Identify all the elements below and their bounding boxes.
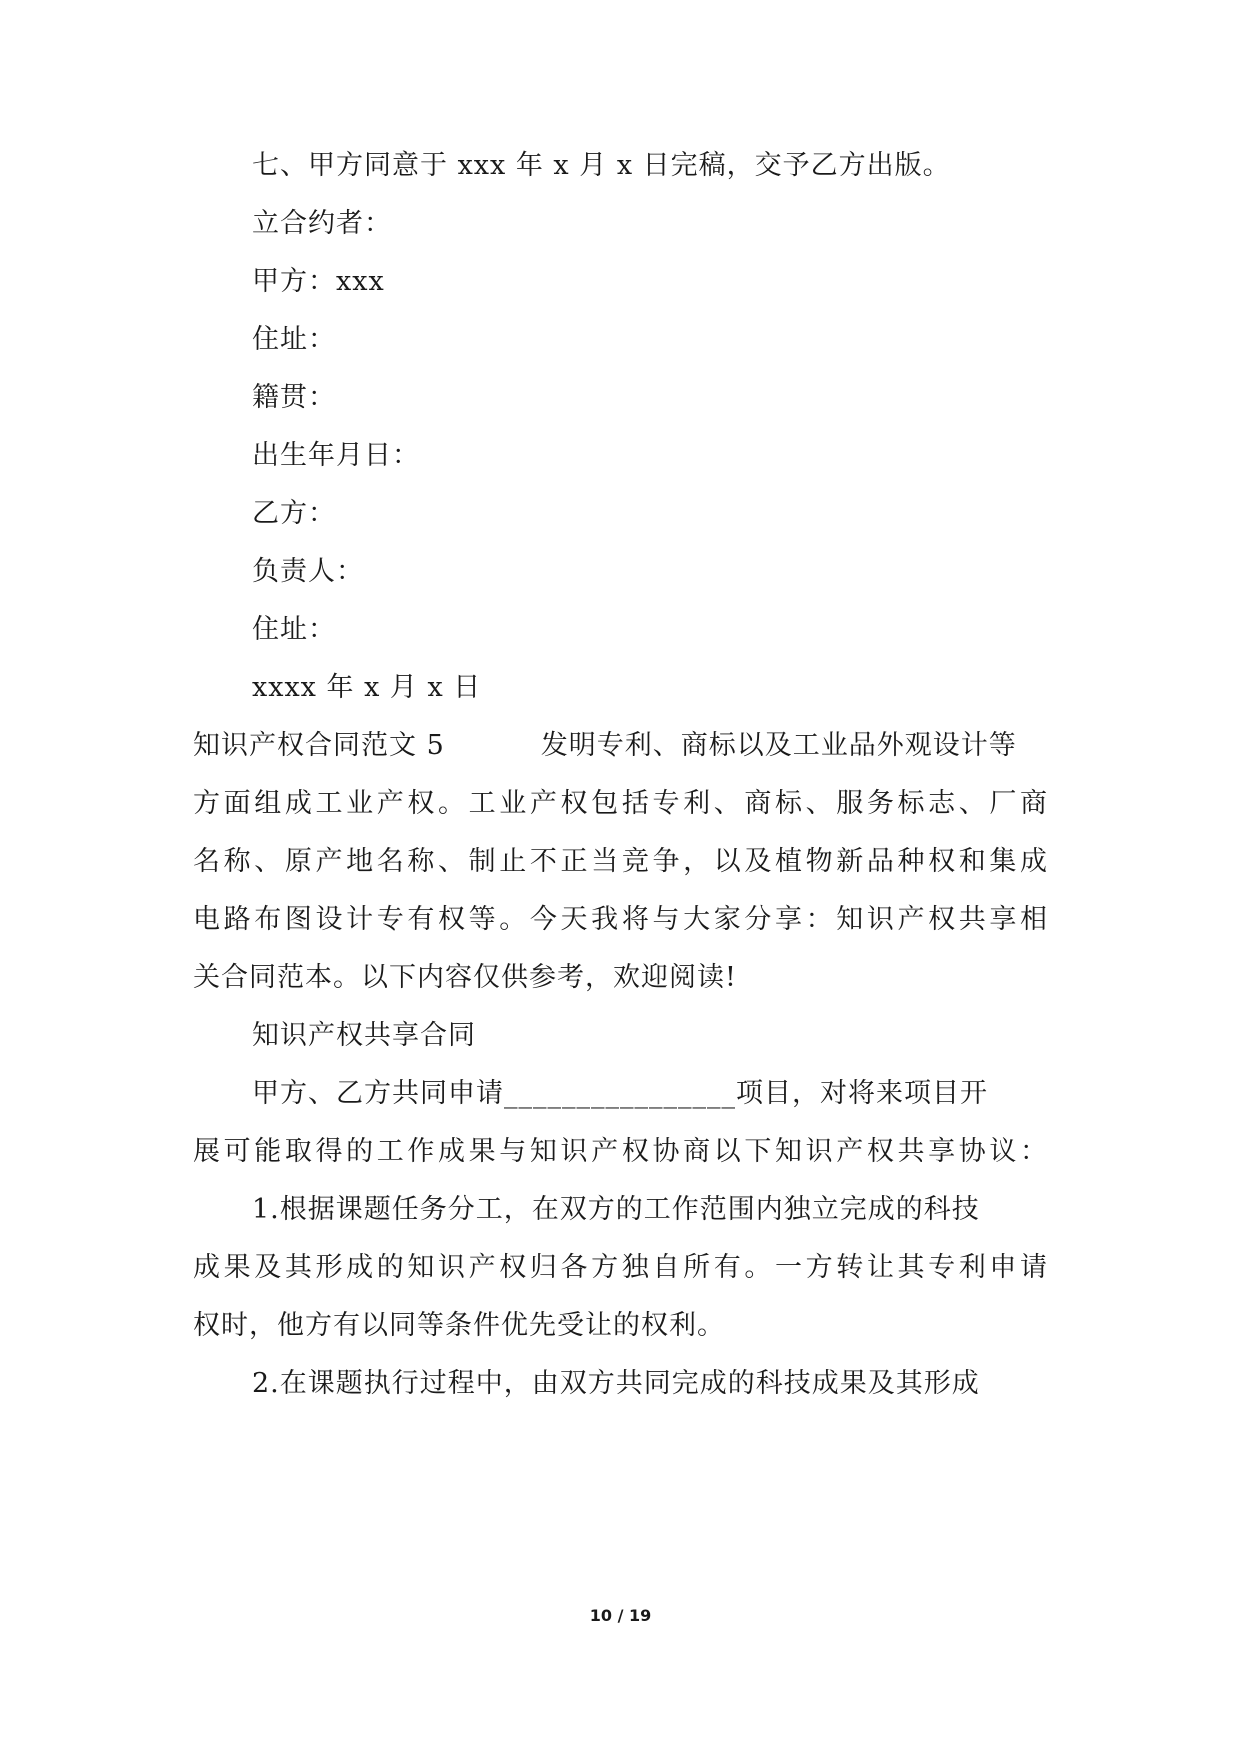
text-line: 七、甲方同意于 xxx 年 x 月 x 日完稿，交予乙方出版。 — [252, 150, 951, 181]
text-line: 1.根据课题任务分工，在双方的工作范围内独立完成的科技 — [252, 1194, 980, 1225]
section-title: 知识产权合同范文 5 — [193, 730, 445, 761]
text-line: 电路布图设计专有权等。今天我将与大家分享：知识产权共享相 — [193, 904, 1048, 935]
section-heading-line — [193, 729, 1017, 763]
text-line: 2.在课题执行过程中，由双方共同完成的科技成果及其形成 — [252, 1368, 980, 1399]
text-line: 权时，他方有以同等条件优先受让的权利。 — [193, 1310, 725, 1341]
contract-title: 知识产权共享合同 — [252, 1020, 476, 1051]
text-line: 住址： — [252, 324, 336, 355]
text-line: 方面组成工业产权。工业产权包括专利、商标、服务标志、厂商 — [193, 788, 1048, 819]
text-line: 成果及其形成的知识产权归各方独自所有。一方转让其专利申请 — [193, 1252, 1048, 1283]
text-line: 乙方： — [252, 498, 336, 529]
date-line: xxxx 年 x 月 x 日 — [252, 672, 482, 703]
text-line: 关合同范本。以下内容仅供参考，欢迎阅读! — [193, 962, 737, 993]
page-number: 10 / 19 — [589, 1606, 652, 1625]
text-line: 发明专利、商标以及工业品外观设计等 — [540, 730, 1017, 761]
text-line: 负责人： — [252, 556, 364, 587]
text-line: 籍贯： — [252, 382, 336, 413]
text-line: 甲方：xxx — [252, 266, 385, 297]
text-line: 出生年月日： — [252, 440, 420, 471]
text-line: 住址： — [252, 614, 336, 645]
text-line: 名称、原产地名称、制止不正当竞争，以及植物新品种权和集成 — [193, 846, 1048, 877]
text-line: 甲方、乙方共同申请________________项目，对将来项目开 — [252, 1078, 988, 1109]
text-line: 立合约者： — [252, 208, 392, 239]
text-line: 展可能取得的工作成果与知识产权协商以下知识产权共享协议： — [193, 1136, 1048, 1167]
